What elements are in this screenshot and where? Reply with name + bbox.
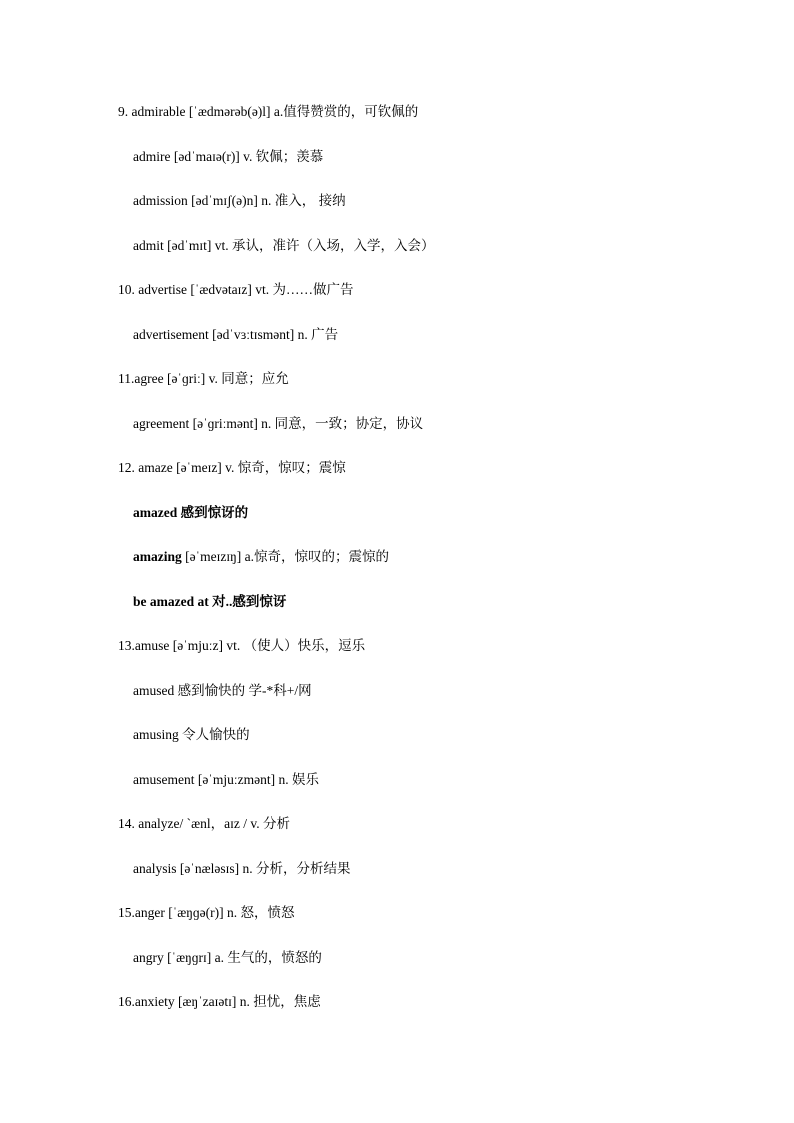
entry-agree: 11.agree [əˈɡriː] v. 同意；应允 [118,371,289,386]
entry-analysis: analysis [əˈnæləsɪs] n. 分析，分析结果 [133,861,351,876]
entry-admission: admission [ədˈmɪʃ(ə)n] n. 准入， 接纳 [133,193,346,208]
entry-advertisement: advertisement [ədˈvɜːtɪsmənt] n. 广告 [133,327,339,342]
entry-amusement: amusement [əˈmjuːzmənt] n. 娱乐 [133,772,319,787]
entry-admit: admit [ədˈmɪt] vt. 承认，准许（入场，入学，入会） [133,238,435,253]
entry-advertise: 10. advertise [ˈædvətaɪz] vt. 为……做广告 [118,282,354,297]
entry-amazing-definition: [əˈmeɪzɪŋ] a.惊奇，惊叹的；震惊的 [181,549,390,564]
entry-amaze: 12. amaze [əˈmeɪz] v. 惊奇，惊叹；震惊 [118,460,346,475]
entry-amazing-headword: amazing [133,549,182,564]
entry-anger: 15.anger [ˈæŋɡə(r)] n. 怒，愤怒 [118,905,295,920]
entry-amused: amused 感到愉快的 学-*科+/网 [133,683,312,698]
entry-agreement: agreement [əˈɡriːmənt] n. 同意，一致；协定，协议 [133,416,424,431]
entry-admirable: 9. admirable [ˈædmərəb(ə)l] a.值得赞赏的，可钦佩的 [118,104,419,119]
entry-analyze: 14. analyze/ `ænl，aɪz / v. 分析 [118,816,290,831]
entry-angry: angry [ˈæŋɡrɪ] a. 生气的，愤怒的 [133,950,322,965]
entry-admire: admire [ədˈmaɪə(r)] v. 钦佩；羡慕 [133,149,324,164]
entry-amazed: amazed 感到惊讶的 [133,505,249,520]
entry-amusing: amusing 令人愉快的 [133,727,250,742]
entry-anxiety: 16.anxiety [æŋˈzaɪətɪ] n. 担忧，焦虑 [118,994,321,1009]
entry-amazing [133,548,389,566]
entry-amuse: 13.amuse [əˈmjuːz] vt. （使人）快乐，逗乐 [118,638,366,653]
entry-be-amazed-at: be amazed at 对..感到惊讶 [133,594,287,609]
